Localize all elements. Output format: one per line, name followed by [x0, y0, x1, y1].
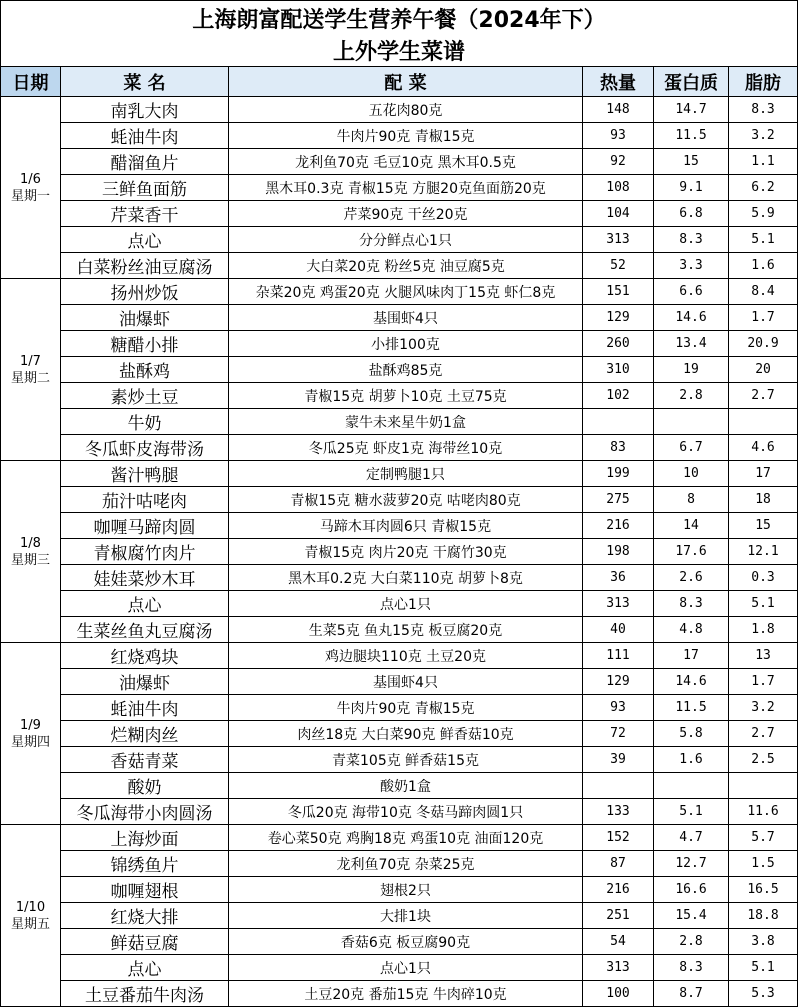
fat: 1.1	[729, 149, 798, 175]
fat	[729, 409, 798, 435]
table-row	[1, 539, 798, 565]
calories: 40	[583, 617, 654, 643]
table-row	[1, 279, 798, 305]
fat: 3.2	[729, 123, 798, 149]
table-row	[1, 799, 798, 825]
table-row	[1, 981, 798, 1007]
dish-name: 油爆虾	[61, 669, 229, 695]
header-dish: 菜 名	[61, 67, 229, 97]
calories: 151	[583, 279, 654, 305]
header-fat: 脂肪	[729, 67, 798, 97]
dish-name: 扬州炒饭	[61, 279, 229, 305]
protein: 5.8	[654, 721, 729, 747]
calories: 198	[583, 539, 654, 565]
day-date: 1/8	[20, 535, 41, 551]
dish-name: 糖醋小排	[61, 331, 229, 357]
dish-name: 醋溜鱼片	[61, 149, 229, 175]
fat: 1.8	[729, 617, 798, 643]
fat: 13	[729, 643, 798, 669]
calories	[583, 409, 654, 435]
ingredients: 青椒15克 肉片20克 干腐竹30克	[229, 539, 583, 565]
day-weekday: 星期二	[10, 370, 50, 386]
dish-name: 油爆虾	[61, 305, 229, 331]
calories: 216	[583, 877, 654, 903]
dish-name: 酱汁鸭腿	[61, 461, 229, 487]
dish-name: 牛奶	[61, 409, 229, 435]
protein: 19	[654, 357, 729, 383]
ingredients: 青菜105克 鲜香菇15克	[229, 747, 583, 773]
dish-name: 香菇青菜	[61, 747, 229, 773]
fat: 8.3	[729, 97, 798, 123]
dish-name: 三鲜鱼面筋	[61, 175, 229, 201]
fat: 8.4	[729, 279, 798, 305]
fat: 0.3	[729, 565, 798, 591]
menu-body	[1, 97, 798, 1007]
fat: 2.7	[729, 383, 798, 409]
dish-name: 咖喱马蹄肉圆	[61, 513, 229, 539]
table-row	[1, 513, 798, 539]
dish-name: 生菜丝鱼丸豆腐汤	[61, 617, 229, 643]
calories: 72	[583, 721, 654, 747]
fat: 18	[729, 487, 798, 513]
protein: 8.7	[654, 981, 729, 1007]
table-row	[1, 487, 798, 513]
ingredients: 黑木耳0.2克 大白菜110克 胡萝卜8克	[229, 565, 583, 591]
ingredients: 冬瓜25克 虾皮1克 海带丝10克	[229, 435, 583, 461]
dish-name: 土豆番茄牛肉汤	[61, 981, 229, 1007]
day-cell	[1, 279, 61, 461]
dish-name: 点心	[61, 591, 229, 617]
table-row	[1, 773, 798, 799]
ingredients: 肉丝18克 大白菜90克 鲜香菇10克	[229, 721, 583, 747]
table-row	[1, 123, 798, 149]
day-date: 1/9	[20, 717, 41, 733]
protein: 4.8	[654, 617, 729, 643]
table-row	[1, 851, 798, 877]
calories: 100	[583, 981, 654, 1007]
protein: 8	[654, 487, 729, 513]
calories: 52	[583, 253, 654, 279]
table-row	[1, 357, 798, 383]
protein: 14.6	[654, 669, 729, 695]
page-subtitle: 上外学生菜谱	[1, 35, 798, 67]
dish-name: 冬瓜虾皮海带汤	[61, 435, 229, 461]
calories: 111	[583, 643, 654, 669]
calories: 83	[583, 435, 654, 461]
calories: 129	[583, 669, 654, 695]
ingredients: 黑木耳0.3克 青椒15克 方腿20克鱼面筋20克	[229, 175, 583, 201]
protein: 6.8	[654, 201, 729, 227]
dish-name: 鲜菇豆腐	[61, 929, 229, 955]
table-row	[1, 305, 798, 331]
protein: 8.3	[654, 227, 729, 253]
day-date: 1/6	[20, 171, 41, 187]
calories: 54	[583, 929, 654, 955]
table-row	[1, 929, 798, 955]
ingredients: 基围虾4只	[229, 669, 583, 695]
protein: 3.3	[654, 253, 729, 279]
header-ingredients: 配 菜	[229, 67, 583, 97]
table-row	[1, 747, 798, 773]
protein: 1.6	[654, 747, 729, 773]
calories	[583, 773, 654, 799]
table-row	[1, 591, 798, 617]
calories: 87	[583, 851, 654, 877]
table-row	[1, 903, 798, 929]
header-protein: 蛋白质	[654, 67, 729, 97]
dish-name: 红烧鸡块	[61, 643, 229, 669]
calories: 104	[583, 201, 654, 227]
fat: 6.2	[729, 175, 798, 201]
ingredients: 香菇6克 板豆腐90克	[229, 929, 583, 955]
table-row	[1, 617, 798, 643]
dish-name: 咖喱翅根	[61, 877, 229, 903]
ingredients: 小排100克	[229, 331, 583, 357]
protein: 5.1	[654, 799, 729, 825]
fat: 5.1	[729, 591, 798, 617]
protein: 6.6	[654, 279, 729, 305]
calories: 275	[583, 487, 654, 513]
calories: 148	[583, 97, 654, 123]
protein: 2.8	[654, 383, 729, 409]
table-row	[1, 695, 798, 721]
table-row	[1, 227, 798, 253]
dish-name: 冬瓜海带小肉圆汤	[61, 799, 229, 825]
protein: 2.6	[654, 565, 729, 591]
day-date: 1/7	[20, 353, 41, 369]
protein: 15	[654, 149, 729, 175]
ingredients: 鸡边腿块110克 土豆20克	[229, 643, 583, 669]
ingredients: 土豆20克 番茄15克 牛肉碎10克	[229, 981, 583, 1007]
calories: 92	[583, 149, 654, 175]
dish-name: 蚝油牛肉	[61, 695, 229, 721]
fat: 1.7	[729, 305, 798, 331]
calories: 313	[583, 591, 654, 617]
dish-name: 娃娃菜炒木耳	[61, 565, 229, 591]
ingredients: 冬瓜20克 海带10克 冬菇马蹄肉圆1只	[229, 799, 583, 825]
ingredients: 生菜5克 鱼丸15克 板豆腐20克	[229, 617, 583, 643]
table-row	[1, 955, 798, 981]
calories: 216	[583, 513, 654, 539]
fat: 1.6	[729, 253, 798, 279]
fat: 20.9	[729, 331, 798, 357]
day-cell	[1, 643, 61, 825]
protein: 11.5	[654, 123, 729, 149]
table-row	[1, 721, 798, 747]
fat: 16.5	[729, 877, 798, 903]
fat: 5.3	[729, 981, 798, 1007]
calories: 129	[583, 305, 654, 331]
table-row	[1, 253, 798, 279]
calories: 133	[583, 799, 654, 825]
protein: 14.7	[654, 97, 729, 123]
protein: 6.7	[654, 435, 729, 461]
ingredients: 定制鸭腿1只	[229, 461, 583, 487]
protein: 9.1	[654, 175, 729, 201]
fat: 1.5	[729, 851, 798, 877]
day-weekday: 星期三	[10, 552, 50, 568]
calories: 199	[583, 461, 654, 487]
table-row	[1, 435, 798, 461]
dish-name: 白菜粉丝油豆腐汤	[61, 253, 229, 279]
fat: 17	[729, 461, 798, 487]
protein: 8.3	[654, 955, 729, 981]
calories: 251	[583, 903, 654, 929]
day-cell	[1, 825, 61, 1007]
calories: 102	[583, 383, 654, 409]
fat: 2.7	[729, 721, 798, 747]
table-row	[1, 669, 798, 695]
fat: 4.6	[729, 435, 798, 461]
protein: 17.6	[654, 539, 729, 565]
table-row	[1, 201, 798, 227]
dish-name: 盐酥鸡	[61, 357, 229, 383]
protein: 16.6	[654, 877, 729, 903]
protein: 8.3	[654, 591, 729, 617]
calories: 152	[583, 825, 654, 851]
protein	[654, 773, 729, 799]
fat	[729, 773, 798, 799]
fat: 12.1	[729, 539, 798, 565]
table-row	[1, 97, 798, 123]
dish-name: 南乳大肉	[61, 97, 229, 123]
protein: 14	[654, 513, 729, 539]
ingredients: 大排1块	[229, 903, 583, 929]
ingredients: 翅根2只	[229, 877, 583, 903]
protein: 17	[654, 643, 729, 669]
ingredients: 五花肉80克	[229, 97, 583, 123]
ingredients: 牛肉片90克 青椒15克	[229, 123, 583, 149]
ingredients: 蒙牛未来星牛奶1盒	[229, 409, 583, 435]
fat: 3.2	[729, 695, 798, 721]
dish-name: 烂糊肉丝	[61, 721, 229, 747]
ingredients: 马蹄木耳肉圆6只 青椒15克	[229, 513, 583, 539]
protein: 4.7	[654, 825, 729, 851]
ingredients: 青椒15克 胡萝卜10克 土豆75克	[229, 383, 583, 409]
dish-name: 点心	[61, 955, 229, 981]
table-row	[1, 877, 798, 903]
fat: 5.7	[729, 825, 798, 851]
protein: 10	[654, 461, 729, 487]
fat: 3.8	[729, 929, 798, 955]
calories: 36	[583, 565, 654, 591]
fat: 5.9	[729, 201, 798, 227]
fat: 5.1	[729, 955, 798, 981]
ingredients: 分分鲜点心1只	[229, 227, 583, 253]
ingredients: 龙利鱼70克 杂菜25克	[229, 851, 583, 877]
protein: 11.5	[654, 695, 729, 721]
calories: 108	[583, 175, 654, 201]
calories: 39	[583, 747, 654, 773]
dish-name: 茄汁咕咾肉	[61, 487, 229, 513]
fat: 1.7	[729, 669, 798, 695]
dish-name: 红烧大排	[61, 903, 229, 929]
dish-name: 上海炒面	[61, 825, 229, 851]
day-weekday: 星期一	[10, 188, 50, 204]
table-row	[1, 383, 798, 409]
ingredients: 卷心菜50克 鸡胸18克 鸡蛋10克 油面120克	[229, 825, 583, 851]
table-row	[1, 149, 798, 175]
protein: 14.6	[654, 305, 729, 331]
calories: 260	[583, 331, 654, 357]
protein	[654, 409, 729, 435]
dish-name: 芹菜香干	[61, 201, 229, 227]
table-row	[1, 331, 798, 357]
fat: 2.5	[729, 747, 798, 773]
dish-name: 锦绣鱼片	[61, 851, 229, 877]
calories: 93	[583, 695, 654, 721]
page-title: 上海朗富配送学生营养午餐（2024年下）	[1, 1, 798, 36]
day-date: 1/10	[15, 899, 46, 915]
table-row	[1, 409, 798, 435]
table-row	[1, 825, 798, 851]
day-weekday: 星期四	[10, 734, 50, 750]
fat: 5.1	[729, 227, 798, 253]
ingredients: 芹菜90克 干丝20克	[229, 201, 583, 227]
calories: 313	[583, 227, 654, 253]
fat: 18.8	[729, 903, 798, 929]
calories: 310	[583, 357, 654, 383]
calories: 313	[583, 955, 654, 981]
table-row	[1, 565, 798, 591]
ingredients: 盐酥鸡85克	[229, 357, 583, 383]
protein: 13.4	[654, 331, 729, 357]
ingredients: 杂菜20克 鸡蛋20克 火腿风味肉丁15克 虾仁8克	[229, 279, 583, 305]
protein: 2.8	[654, 929, 729, 955]
dish-name: 素炒土豆	[61, 383, 229, 409]
header-calories: 热量	[583, 67, 654, 97]
dish-name: 点心	[61, 227, 229, 253]
table-row	[1, 461, 798, 487]
day-weekday: 星期五	[10, 916, 50, 932]
header-date: 日期	[1, 67, 61, 97]
table-row	[1, 643, 798, 669]
ingredients: 酸奶1盒	[229, 773, 583, 799]
protein: 12.7	[654, 851, 729, 877]
protein: 15.4	[654, 903, 729, 929]
ingredients: 大白菜20克 粉丝5克 油豆腐5克	[229, 253, 583, 279]
fat: 20	[729, 357, 798, 383]
dish-name: 酸奶	[61, 773, 229, 799]
fat: 11.6	[729, 799, 798, 825]
table-row	[1, 175, 798, 201]
fat: 15	[729, 513, 798, 539]
ingredients: 牛肉片90克 青椒15克	[229, 695, 583, 721]
ingredients: 龙利鱼70克 毛豆10克 黑木耳0.5克	[229, 149, 583, 175]
dish-name: 蚝油牛肉	[61, 123, 229, 149]
ingredients: 点心1只	[229, 955, 583, 981]
ingredients: 基围虾4只	[229, 305, 583, 331]
day-cell	[1, 97, 61, 279]
dish-name: 青椒腐竹肉片	[61, 539, 229, 565]
ingredients: 青椒15克 糖水菠萝20克 咕咾肉80克	[229, 487, 583, 513]
calories: 93	[583, 123, 654, 149]
day-cell	[1, 461, 61, 643]
ingredients: 点心1只	[229, 591, 583, 617]
